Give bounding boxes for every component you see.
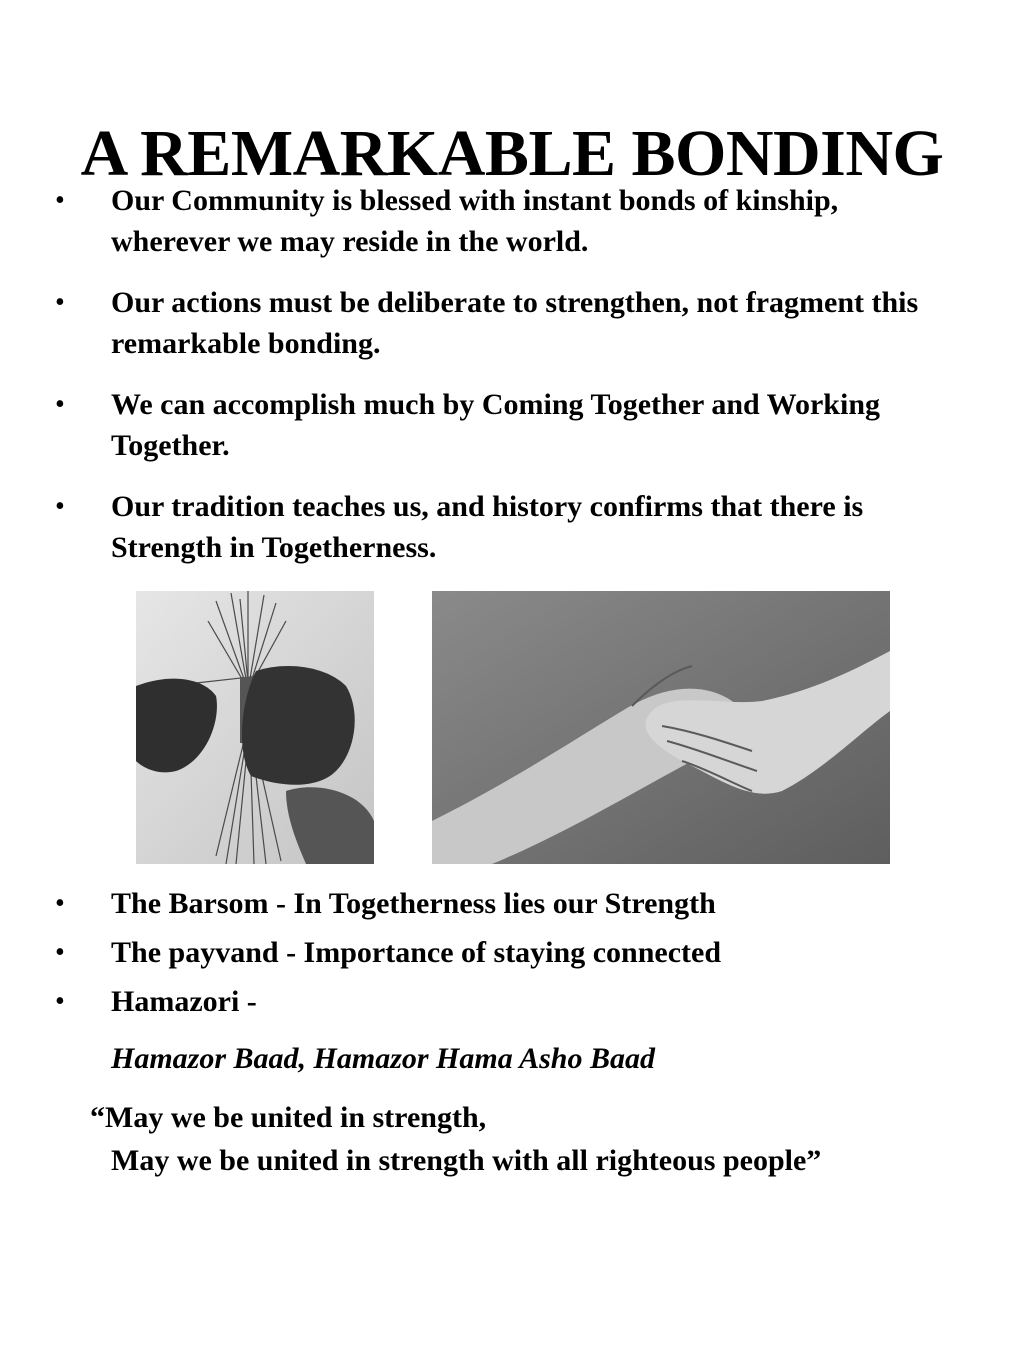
bullet-marker: • — [55, 389, 65, 420]
clasped-hands-photo — [432, 591, 890, 864]
bullet-marker: • — [55, 986, 65, 1017]
bullet-marker: • — [55, 287, 65, 318]
bullet-text: Our actions must be deliberate to strengthen, not fragment this remarkable bonding. — [111, 286, 919, 360]
bullet-text: Our tradition teaches us, and history confirms that there is Strength in Togetherness. — [111, 490, 864, 564]
list-item — [55, 883, 955, 924]
bullet-marker: • — [55, 491, 65, 522]
bullet-text: The Barsom - In Togetherness lies our Strength — [111, 887, 716, 920]
bullet-marker: • — [55, 937, 65, 968]
quote-line-1: “May we be united in strength, — [90, 1101, 487, 1134]
bullet-list-2 — [55, 883, 955, 1030]
bullet-text: The payvand - Importance of staying connected — [111, 936, 722, 969]
bullet-text: We can accomplish much by Coming Together and Working Together. — [111, 388, 881, 462]
list-item — [55, 282, 955, 364]
quote-line-2: May we be united in strength with all righteous people” — [111, 1144, 822, 1177]
bullet-text: Our Community is blessed with instant bonds of kinship, wherever we may reside in the world. — [111, 184, 839, 258]
list-item — [55, 486, 955, 568]
bullet-text: Hamazori - — [111, 985, 257, 1018]
list-item — [55, 384, 955, 466]
bullet-marker: • — [55, 185, 65, 216]
barsom-bundle-photo — [136, 591, 374, 864]
list-item — [55, 180, 955, 262]
page-title: A REMARKABLE BONDING — [80, 117, 944, 191]
list-item — [55, 932, 955, 973]
translation-quote — [90, 1096, 821, 1182]
bullet-marker: • — [55, 888, 65, 919]
prayer-line: Hamazor Baad, Hamazor Hama Asho Baad — [111, 1042, 655, 1075]
list-item — [55, 981, 955, 1022]
bullet-list — [55, 180, 955, 588]
